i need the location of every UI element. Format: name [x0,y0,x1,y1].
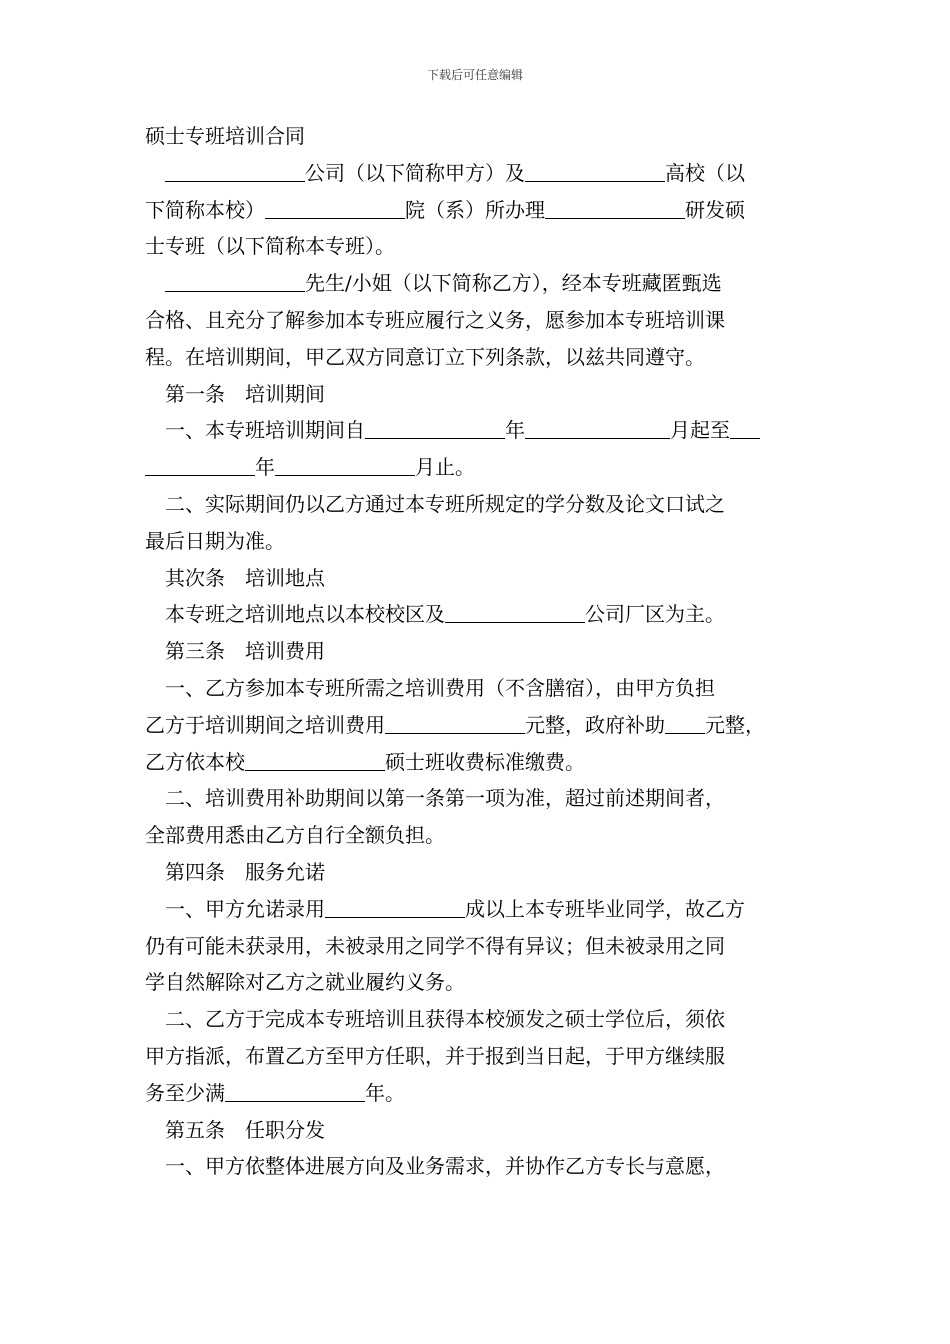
blank-field[interactable] [275,455,415,476]
blank-field[interactable] [265,198,405,219]
blank-field[interactable] [525,418,670,439]
blank-field[interactable] [525,161,665,182]
article-heading: 第三条 培训费用 [165,639,325,664]
blank-field[interactable] [545,198,685,219]
paragraph-line: 仍有可能未获录用，未被录用之同学不得有异议；但未被录用之同 [145,933,725,958]
paragraph-line: 全部费用悉由乙方自行全额负担。 [145,823,445,848]
paragraph-line: 最后日期为准。 [145,528,285,553]
paragraph-line: 程。在培训期间，甲乙双方同意订立下列条款，以兹共同遵守。 [145,344,705,369]
blank-field[interactable] [445,602,585,623]
blank-field[interactable] [225,1081,365,1102]
paragraph-line: 二、乙方于完成本专班培训且获得本校颁发之硕士学位后，须依 [165,1007,725,1032]
contract-title: 硕士专班培训合同 [145,124,305,148]
blank-field[interactable] [325,897,465,918]
blank-field[interactable] [365,418,505,439]
paragraph-line: 下简称本校） 院（系）所办理 研发硕 [145,197,745,222]
article-heading: 第四条 服务允诺 [165,859,325,884]
blank-field[interactable] [665,713,705,734]
blank-field[interactable] [730,418,760,439]
blank-field[interactable] [165,161,305,182]
page-header: 下载后可任意编辑 [426,68,523,82]
blank-field[interactable] [385,713,525,734]
paragraph-line: 士专班（以下简称本专班）。 [145,234,395,259]
paragraph-line: 合格、且充分了解参加本专班应履行之义务，愿参加本专班培训课 [145,307,725,332]
blank-field[interactable] [145,455,255,476]
paragraph-line: 先生/小姐（以下简称乙方），经本专班藏匿甄选 [145,265,825,302]
paragraph-line: 乙方依本校 硕士班收费标准缴费。 [145,749,585,774]
paragraph-line: 一、甲方允诺录用 成以上本专班毕业同学，故乙方 [165,896,745,921]
paragraph-line: 公司（以下简称甲方）及 高校（以 [145,155,825,192]
paragraph-line: 甲方指派，布置乙方至甲方任职，并于报到当日起，于甲方继续服 [145,1043,725,1068]
article-heading: 第五条 任职分发 [165,1117,325,1142]
paragraph-line: 乙方于培训期间之培训费用 元整，政府补助 元整， [145,712,765,737]
paragraph-line: 一、甲方依整体进展方向及业务需求，并协作乙方专长与意愿， [165,1154,725,1179]
paragraph-line: 一、乙方参加本专班所需之培训费用（不含膳宿），由甲方负担 [165,675,715,700]
paragraph-line: 学自然解除对乙方之就业履约义务。 [145,970,465,995]
paragraph-line: 二、培训费用补助期间以第一条第一项为准，超过前述期间者， [165,786,725,811]
paragraph-line: 年 月止。 [145,449,825,486]
paragraph-line: 二、实际期间仍以乙方通过本专班所规定的学分数及论文口试之 [165,491,725,516]
paragraph-line: 本专班之培训地点以本校校区及 公司厂区为主。 [165,602,725,627]
article-heading: 其次条 培训地点 [165,565,325,590]
blank-field[interactable] [165,271,305,292]
article-heading: 第一条 培训期间 [165,381,325,406]
paragraph-line: 务至少满 年。 [145,1080,405,1105]
contract-body [145,118,825,1185]
blank-field[interactable] [245,750,385,771]
paragraph-line: 一、本专班培训期间自 年 月起至 [145,412,825,449]
